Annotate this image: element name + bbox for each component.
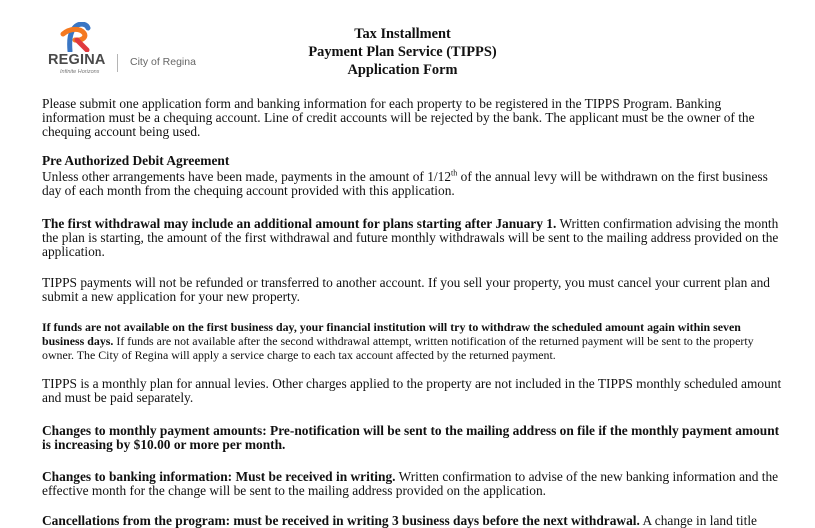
changes-payment-paragraph: Changes to monthly payment amounts: Pre-notification will be sent to the mailing address on file if the monthly payment amount is increasing by $10.00 or more per month.	[42, 423, 780, 452]
logo-city-name: City of Regina	[130, 56, 196, 68]
cancellations-bold: Cancellations from the program: must be received in writing 3 business days before the next withdrawal.	[42, 513, 640, 528]
title-line-1: Tax Installment	[354, 26, 451, 42]
first-withdrawal-text: Written confirmation advising the month the plan is starting, the amount of the first withdrawal and future monthly withdrawals will be sent to the mailing address provided on the application.	[42, 216, 779, 259]
regina-r-logo-icon	[60, 22, 94, 52]
refund-paragraph: TIPPS payments will not be refunded or transferred to another account. If you sell your property, you must cancel your current plan and submit a new application for your new property.	[42, 275, 770, 304]
logo-divider	[117, 54, 118, 72]
logo-wordmark: REGINA	[48, 52, 106, 68]
first-withdrawal-bold: The first withdrawal may include an additional amount for plans starting after January 1.	[42, 216, 557, 231]
intro-paragraph: Please submit one application form and banking information for each property to be registered in the TIPPS Program. Banking information must be a chequing account. Line of credit accounts will be rejected by the bank. The applicant must be the owner of the chequing account being used.	[42, 96, 755, 139]
monthly-plan-paragraph: TIPPS is a monthly plan for annual levies. Other charges applied to the property are not included in the TIPPS monthly scheduled amount and must be paid separately.	[42, 376, 782, 405]
pad-text-a: Unless other arrangements have been made, payments in the amount of 1/12	[42, 169, 452, 184]
changes-banking-text: Written confirmation to advise of the new banking information and the effective month for the change will be sent to the mailing address provided on the application.	[42, 469, 779, 498]
title-line-2: Payment Plan Service (TIPPS)	[308, 44, 497, 60]
pad-text-b: of the annual levy will be withdrawn on the first business day of each month from the chequing account provided with this application.	[42, 169, 768, 198]
funds-bold: If funds are not available on the first business day, your financial institution will try to withdraw the scheduled amount again within seven business days.	[42, 320, 741, 348]
funds-paragraph	[42, 320, 782, 362]
changes-banking-paragraph	[42, 470, 782, 498]
pad-heading: Pre Authorized Debit Agreement	[42, 153, 230, 168]
first-withdrawal-paragraph	[42, 217, 782, 259]
pad-paragraph	[42, 170, 782, 198]
city-of-regina-logo	[46, 22, 206, 78]
title-line-3: Application Form	[347, 62, 458, 78]
cancellations-text: A change in land title	[639, 513, 758, 528]
funds-text: If funds are not available after the second withdrawal attempt, written notification of the returned payment will be sent to the property owner. The City of Regina will apply a service charge to each tax account affected by the returned payment.	[42, 334, 754, 362]
changes-banking-bold: Changes to banking information: Must be received in writing.	[42, 469, 396, 484]
logo-tagline: Infinite Horizons	[60, 69, 100, 75]
pad-superscript: th	[451, 168, 458, 178]
form-title	[260, 25, 545, 79]
